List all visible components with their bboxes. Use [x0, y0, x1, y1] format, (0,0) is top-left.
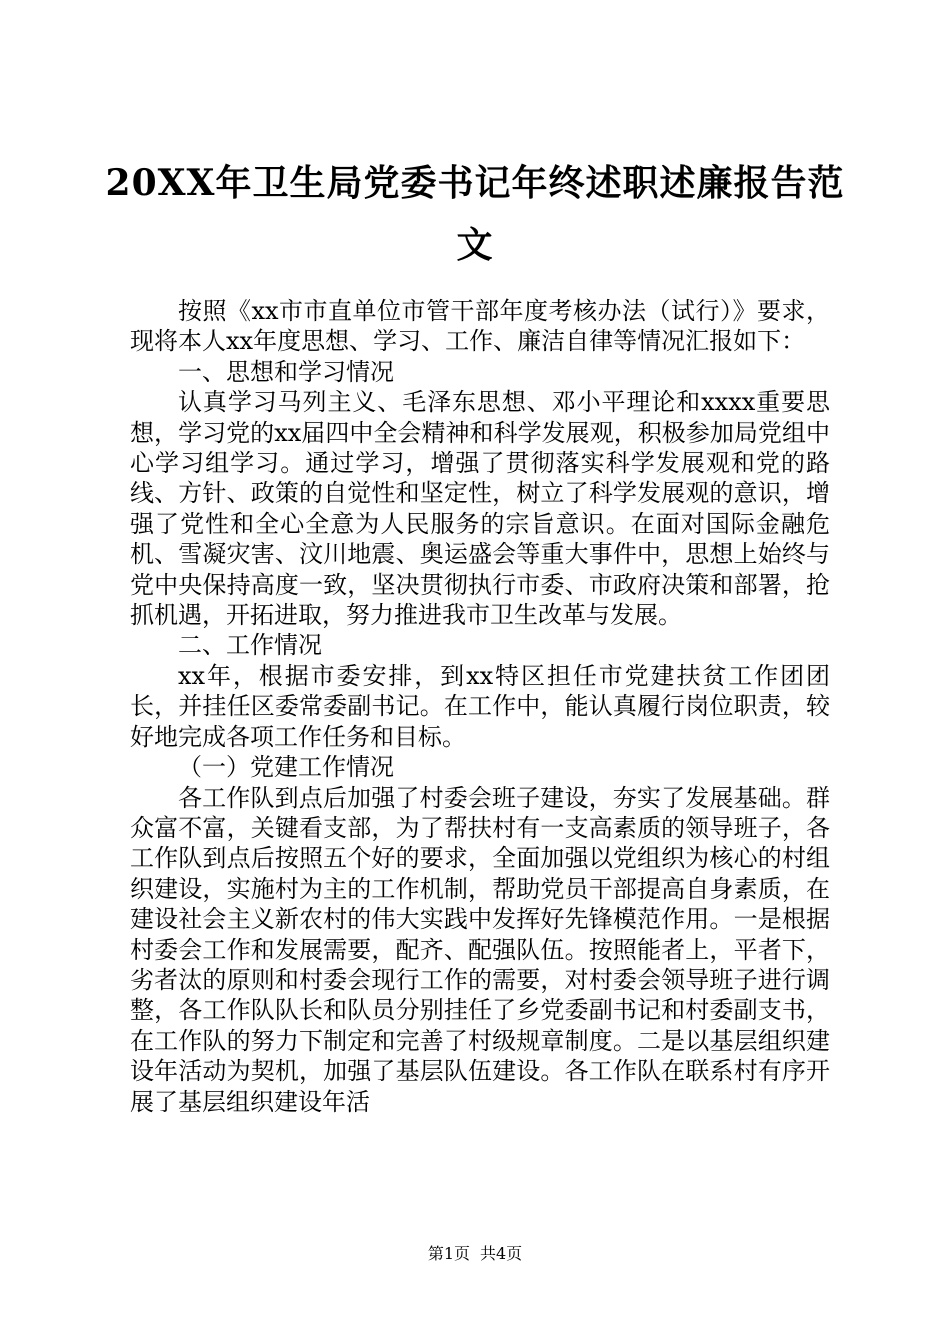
document-body: [130, 296, 830, 1117]
document-title-line1: 20XX年卫生局党委书记年终述职述廉报告范: [105, 162, 845, 204]
paragraph-intro: 按照《xx市市直单位市管干部年度考核办法（试行）》要求，现将本人xx年度思想、学习、工作、廉洁自律等情况汇报如下：: [130, 297, 830, 356]
subsection-heading-party-building: （一）党建工作情况: [178, 753, 394, 782]
paragraph-work: xx年，根据市委安排，到xx特区担任市党建扶贫工作团团长，并挂任区委常委副书记。在工作中，能认真履行岗位职责，较好地完成各项工作任务和目标。: [130, 661, 830, 751]
page-number-current: 第1页: [427, 1244, 470, 1263]
page-number-total: 共4页: [480, 1244, 523, 1263]
page-footer: [0, 1244, 950, 1264]
paragraph-party-building: 各工作队到点后加强了村委会班子建设，夯实了发展基础。群众富不富，关键看支部，为了帮扶村有一支高素质的领导班子，各工作队到点后按照五个好的要求，全面加强以党组织为核心的村组织建设，实施村为主的工作机制，帮助党员干部提高自身素质，在建设社会主义新农村的伟大实践中发挥好先锋模范作用。一是根据村委会工作和发展需要，配齐、配强队伍。按照能者上，平者下，劣者汰的原则和村委会现行工作的需要，对村委会领导班子进行调整，各工作队队长和队员分别挂任了乡党委副书记和村委副支书，在工作队的努力下制定和完善了村级规章制度。二是以基层组织建设年活动为契机，加强了基层队伍建设。各工作队在联系村有序开展了基层组织建设年活: [130, 783, 830, 1116]
section-heading-thought-study: 一、思想和学习情况: [178, 357, 394, 386]
document-title-line2: 文: [456, 224, 494, 266]
section-heading-work: 二、工作情况: [178, 631, 322, 660]
paragraph-thought-study: 认真学习马列主义、毛泽东思想、邓小平理论和xxxx重要思想，学习党的xx届四中全会精神和科学发展观，积极参加局党组中心学习组学习。通过学习，增强了贯彻落实科学发展观和党的路线、方针、政策的自觉性和坚定性，树立了科学发展观的意识，增强了党性和全心全意为人民服务的宗旨意识。在面对国际金融危机、雪凝灾害、汶川地震、奥运盛会等重大事件中，思想上始终与党中央保持高度一致，坚决贯彻执行市委、市政府决策和部署，抢抓机遇，开拓进取，努力推进我市卫生改革与发展。: [130, 388, 830, 630]
document-title: [100, 152, 850, 276]
